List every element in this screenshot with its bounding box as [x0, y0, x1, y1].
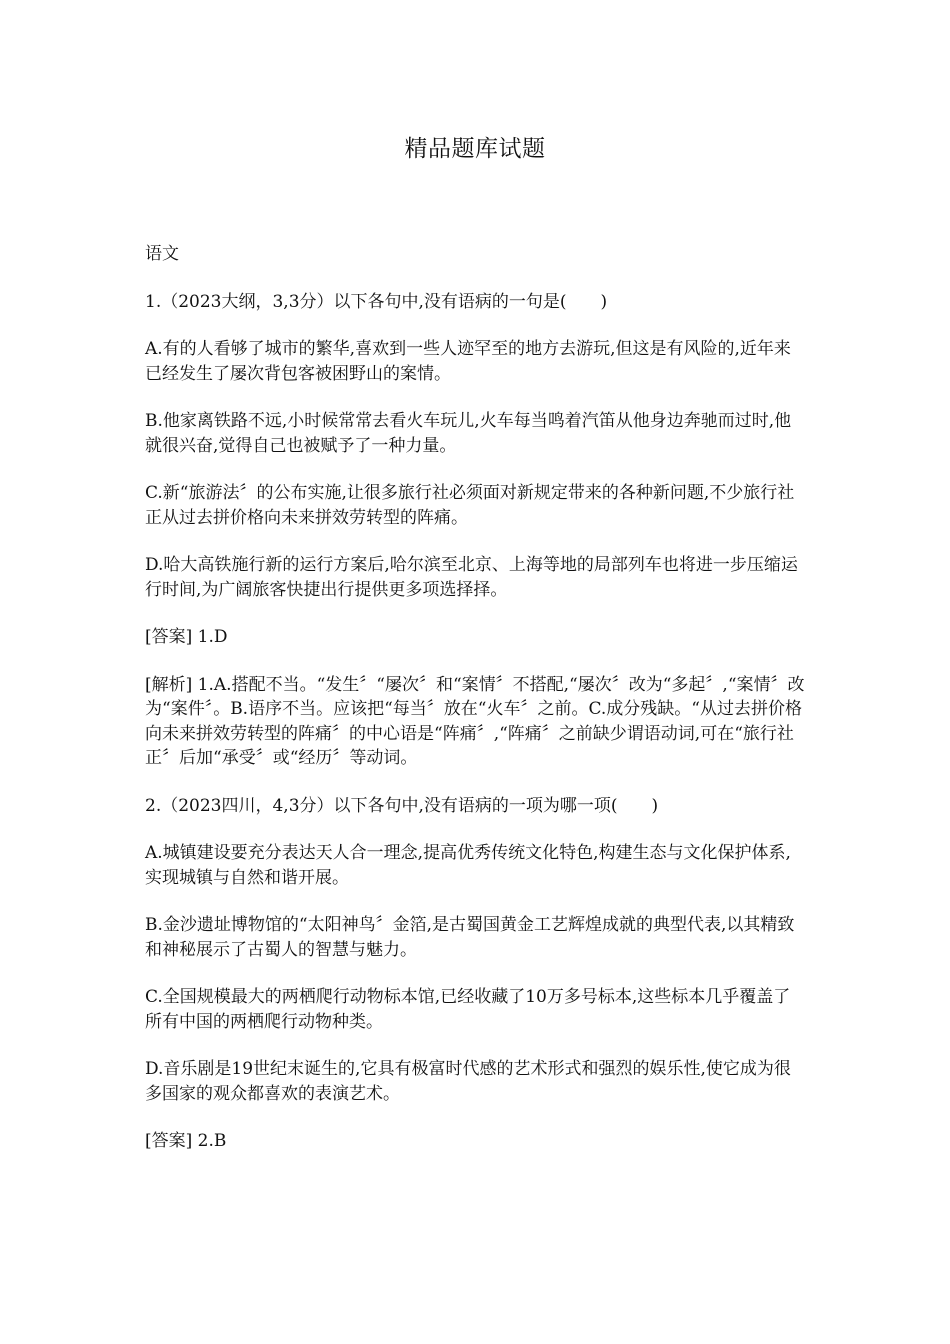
question-2-option-a: A.城镇建设要充分表达天人合一理念,提高优秀传统文化特色,构建生态与文化保护体系,实现城镇与自然和谐开展。 — [145, 843, 791, 888]
question-2-answer: [答案] 2.B — [145, 1131, 227, 1151]
question-1-option-c: C.新“旅游法〞的公布实施,让很多旅行社必须面对新规定带来的各种新问题,不少旅行社正从过去拼价格向未来拼效劳转型的阵痛。 — [145, 483, 795, 528]
question-1-option-d: D.哈大高铁施行新的运行方案后,哈尔滨至北京、上海等地的局部列车也将进一步压缩运行时间,为广阔旅客快捷出行提供更多项选择择。 — [145, 555, 798, 600]
question-1-stem: 1.（2023大纲，3,3分）以下各句中,没有语病的一句是( ) — [145, 291, 608, 312]
question-2-option-d: D.音乐剧是19世纪末诞生的,它具有极富时代感的艺术形式和强烈的娱乐性,使它成为很多国家的观众都喜欢的表演艺术。 — [145, 1059, 791, 1104]
question-1-option-a: A.有的人看够了城市的繁华,喜欢到一些人迹罕至的地方去游玩,但这是有风险的,近年来已经发生了屡次背包客被困野山的案情。 — [145, 339, 791, 384]
question-2-option-c: C.全国规模最大的两栖爬行动物标本馆,已经收藏了10万多号标本,这些标本几乎覆盖了所有中国的两栖爬行动物种类。 — [145, 987, 791, 1032]
document-title: 精品题库试题 — [404, 136, 546, 162]
question-1-answer: [答案] 1.D — [145, 627, 228, 647]
subject-label: 语文 — [145, 244, 179, 264]
question-2-option-b: B.金沙遗址博物馆的“太阳神鸟〞金箔,是古蜀国黄金工艺辉煌成就的典型代表,以其精致和神秘展示了古蜀人的智慧与魅力。 — [145, 915, 795, 960]
question-2-stem: 2.（2023四川，4,3分）以下各句中,没有语病的一项为哪一项( ) — [145, 795, 659, 816]
document-body — [145, 242, 807, 1177]
question-1-analysis: [解析] 1.A.搭配不当。“发生〞“屡次〞和“案情〞不搭配,“屡次〞改为“多起〞,“案情〞改为“案件〞。B.语序不当。应该把“每当〞放在“火车〞之前。C.成分残缺。“从过去拼价格向未来拼效劳转型的阵痛〞的中心语是“阵痛〞,“阵痛〞之前缺少谓语动词,可在“旅行社正〞后加“承受〞或“经历〞等动词。 — [145, 674, 805, 768]
question-1-option-b: B.他家离铁路不远,小时候常常去看火车玩儿,火车每当鸣着汽笛从他身边奔驰而过时,他就很兴奋,觉得自己也被赋予了一种力量。 — [145, 411, 792, 456]
